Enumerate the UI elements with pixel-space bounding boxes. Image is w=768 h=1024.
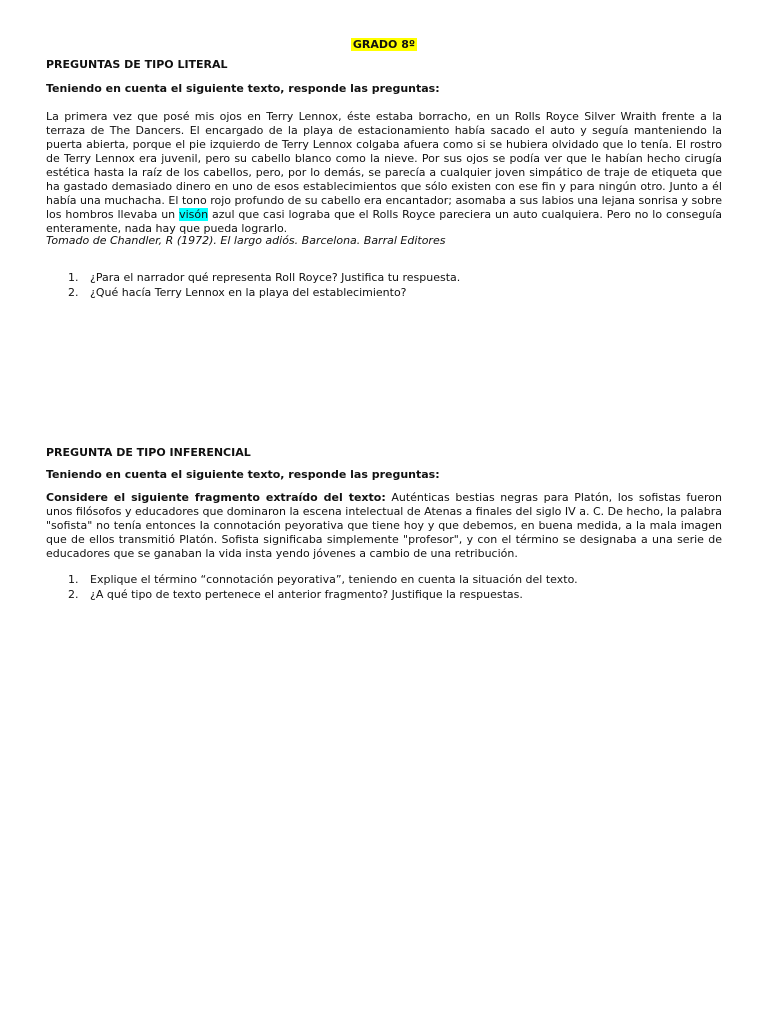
question-text: ¿Para el narrador qué representa Roll Royce? Justifica tu respuesta. xyxy=(90,271,461,284)
section2-heading: PREGUNTA DE TIPO INFERENCIAL xyxy=(46,446,251,459)
passage-lead: Considere el siguiente fragmento extraído del texto: xyxy=(46,491,386,504)
passage-highlighted-word: visón xyxy=(179,208,209,221)
section2-instruction: Teniendo en cuenta el siguiente texto, responde las preguntas: xyxy=(46,468,440,481)
question-text: ¿A qué tipo de texto pertenece el anterior fragmento? Justifique la respuestas. xyxy=(90,588,523,601)
list-item xyxy=(46,285,722,300)
section1-question-list xyxy=(46,270,722,300)
passage-text-part1: La primera vez que posé mis ojos en Terry Lennox, éste estaba borracho, en un Rolls Royce Silver Wraith frente a la terraza de The Dancers. El encargado de la playa de estacionamiento había sacado el auto y seguía manteniendo la puerta abierta, porque el pie izquierdo de Terry Lennox colgaba afuera como si se hubiera olvidado que lo tenía. El rostro de Terry Lennox era juvenil, pero su cabello blanco como la nieve. Por sus ojos se podía ver que le habían hecho cirugía estética hasta la raíz de los cabellos, pero, por lo demás, se parecía a cualquier joven simpático de traje de etiqueta que ha gastado demasiado dinero en uno de esos establecimientos que sólo existen con ese fin y para ningún otro. Junto a él había una muchacha. El tono rojo profundo de su cabello era encantador; asomaba a sus labios una lejana sonrisa y sobre los hombros llevaba un xyxy=(46,110,722,221)
question-number: 2. xyxy=(68,588,79,601)
section2-question-list xyxy=(46,572,722,602)
passage-body: Auténticas bestias negras para Platón, los sofistas fueron unos filósofos y educadores que dominaron la escena intelectual de Atenas a finales del siglo IV a. C. De hecho, la palabra "sofista" no tenía entonces Ia connotación peyorativa que tiene hoy y que debemos, en buena medida, a la mala imagen que de ellos transmitió Platón. Sofista significaba simplemente "profesor", y con el término se designaba a una serie de educadores que se ganaban la vida insta yendo jóvenes a cambio de una retribución. xyxy=(46,491,722,560)
passage-text-part2: azul que casi lograba que el Rolls Royce pareciera un auto cualquiera. Pero no lo conseguía enteramente, nada hay que pueda lograrlo. xyxy=(46,208,722,235)
passage-citation: Tomado de Chandler, R (1972). El largo adiós. Barcelona. Barral Editores xyxy=(46,234,446,247)
grade-title-line xyxy=(0,37,768,52)
question-number: 1. xyxy=(68,271,79,284)
question-number: 1. xyxy=(68,573,79,586)
list-item xyxy=(46,270,722,285)
question-number: 2. xyxy=(68,286,79,299)
grade-title: GRADO 8º xyxy=(352,38,416,51)
section1-instruction: Teniendo en cuenta el siguiente texto, responde las preguntas: xyxy=(46,82,440,95)
list-item xyxy=(46,572,722,587)
section1-heading: PREGUNTAS DE TIPO LITERAL xyxy=(46,58,228,71)
section1-passage xyxy=(46,110,722,236)
question-text: ¿Qué hacía Terry Lennox en la playa del establecimiento? xyxy=(90,286,407,299)
section2-passage xyxy=(46,491,722,561)
question-text: Explique el término “connotación peyorativa”, teniendo en cuenta la situación del texto. xyxy=(90,573,578,586)
list-item xyxy=(46,587,722,602)
